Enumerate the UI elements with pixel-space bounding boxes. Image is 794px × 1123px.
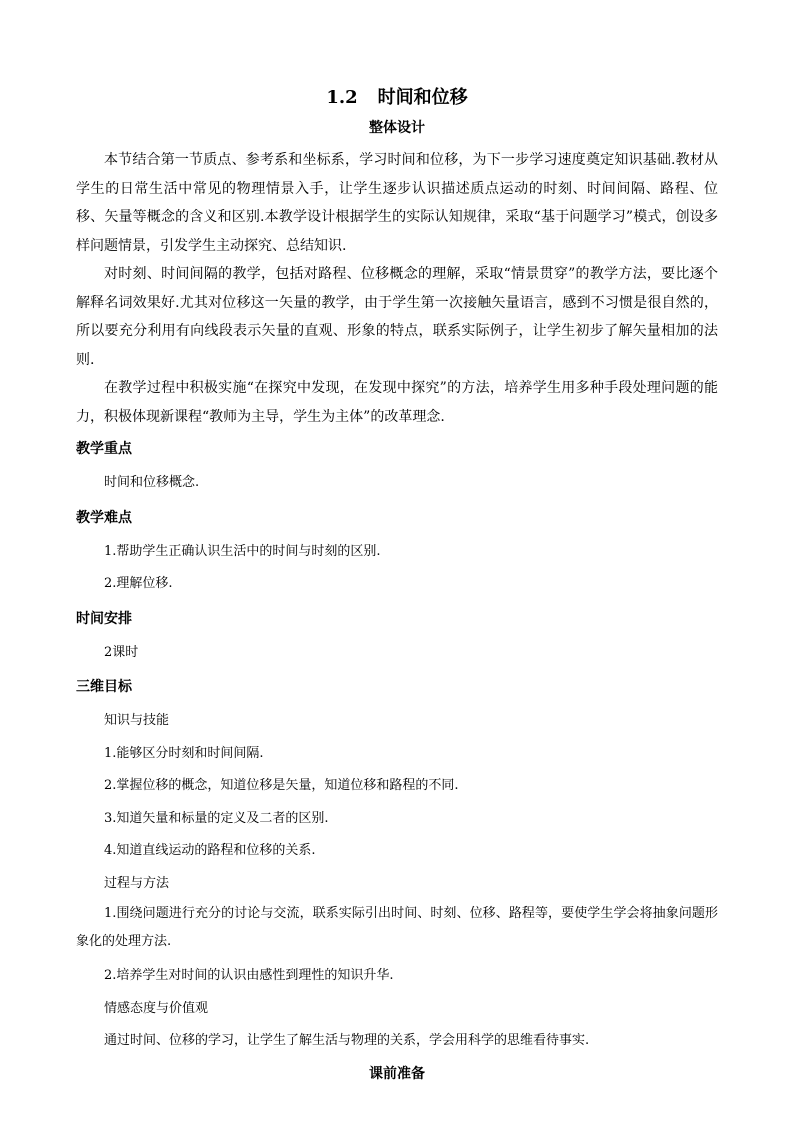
difficulties-heading: 教学难点 (76, 509, 132, 526)
overall-design-heading: 整体设计 (369, 120, 425, 136)
page-title (76, 84, 718, 112)
schedule-heading: 时间安排 (76, 610, 132, 627)
key-points-text: 时间和位移概念. (104, 475, 200, 490)
section-title: 时间和位移 (377, 87, 468, 108)
preparation-heading: 课前准备 (369, 1065, 425, 1082)
overall-design-paragraph-3: 在教学过程中积极实施“在探究中发现，在发现中探究”的方法，培养学生用多种手段处理问题的能力，积极体现新课程“教师为主导，学生为主体”的改革理念. (76, 380, 718, 425)
knowledge-skills-label: 知识与技能 (104, 713, 170, 728)
overall-design-paragraph-1: 本节结合第一节质点、参考系和坐标系，学习时间和位移，为下一步学习速度奠定知识基础.教材从学生的日常生活中常见的物理情景入手，让学生逐步认识描述质点运动的时刻、时间间隔、路程、位移、矢量等概念的含义和区别.本教学设计根据学生的实际认知规律，采取“基于问题学习”模式，创设多样问题情景，引发学生主动探究、总结知识. (76, 152, 718, 254)
section-number: 1.2 (326, 87, 358, 108)
key-points-heading: 教学重点 (76, 441, 132, 457)
objectives-heading: 三维目标 (76, 679, 132, 695)
difficulty-item: 1.帮助学生正确认识生活中的时间与时刻的区别. (104, 543, 381, 559)
schedule-text: 2课时 (104, 644, 139, 660)
knowledge-item: 1.能够区分时刻和时间间隔. (104, 745, 264, 761)
process-methods-label: 过程与方法 (104, 875, 170, 891)
emotion-values-label: 情感态度与价值观 (104, 1000, 209, 1016)
process-item: 2.培养学生对时间的认识由感性到理性的知识升华. (104, 968, 394, 983)
knowledge-item: 2.掌握位移的概念，知道位移是矢量，知道位移和路程的不同. (104, 778, 459, 793)
difficulty-item: 2.理解位移. (104, 576, 173, 591)
knowledge-item: 4.知道直线运动的路程和位移的关系. (104, 843, 316, 858)
process-item: 1.围绕问题进行充分的讨论与交流，联系实际引出时间、时刻、位移、路程等，要使学生学会将抽象问题形象化的处理方法. (76, 906, 718, 949)
knowledge-item: 3.知道矢量和标量的定义及二者的区别. (104, 810, 329, 826)
overall-design-paragraph-2: 对时刻、时间间隔的教学，包括对路程、位移概念的理解，采取“情景贯穿”的教学方法，要比逐个解释名词效果好.尤其对位移这一矢量的教学，由于学生第一次接触矢量语言，感到不习惯是很自然的，所以要充分利用有向线段表示矢量的直观、形象的特点，联系实际例子，让学生初步了解矢量相加的法则. (76, 266, 718, 368)
emotion-values-text: 通过时间、位移的学习，让学生了解生活与物理的关系，学会用科学的思维看待事实. (104, 1033, 590, 1048)
